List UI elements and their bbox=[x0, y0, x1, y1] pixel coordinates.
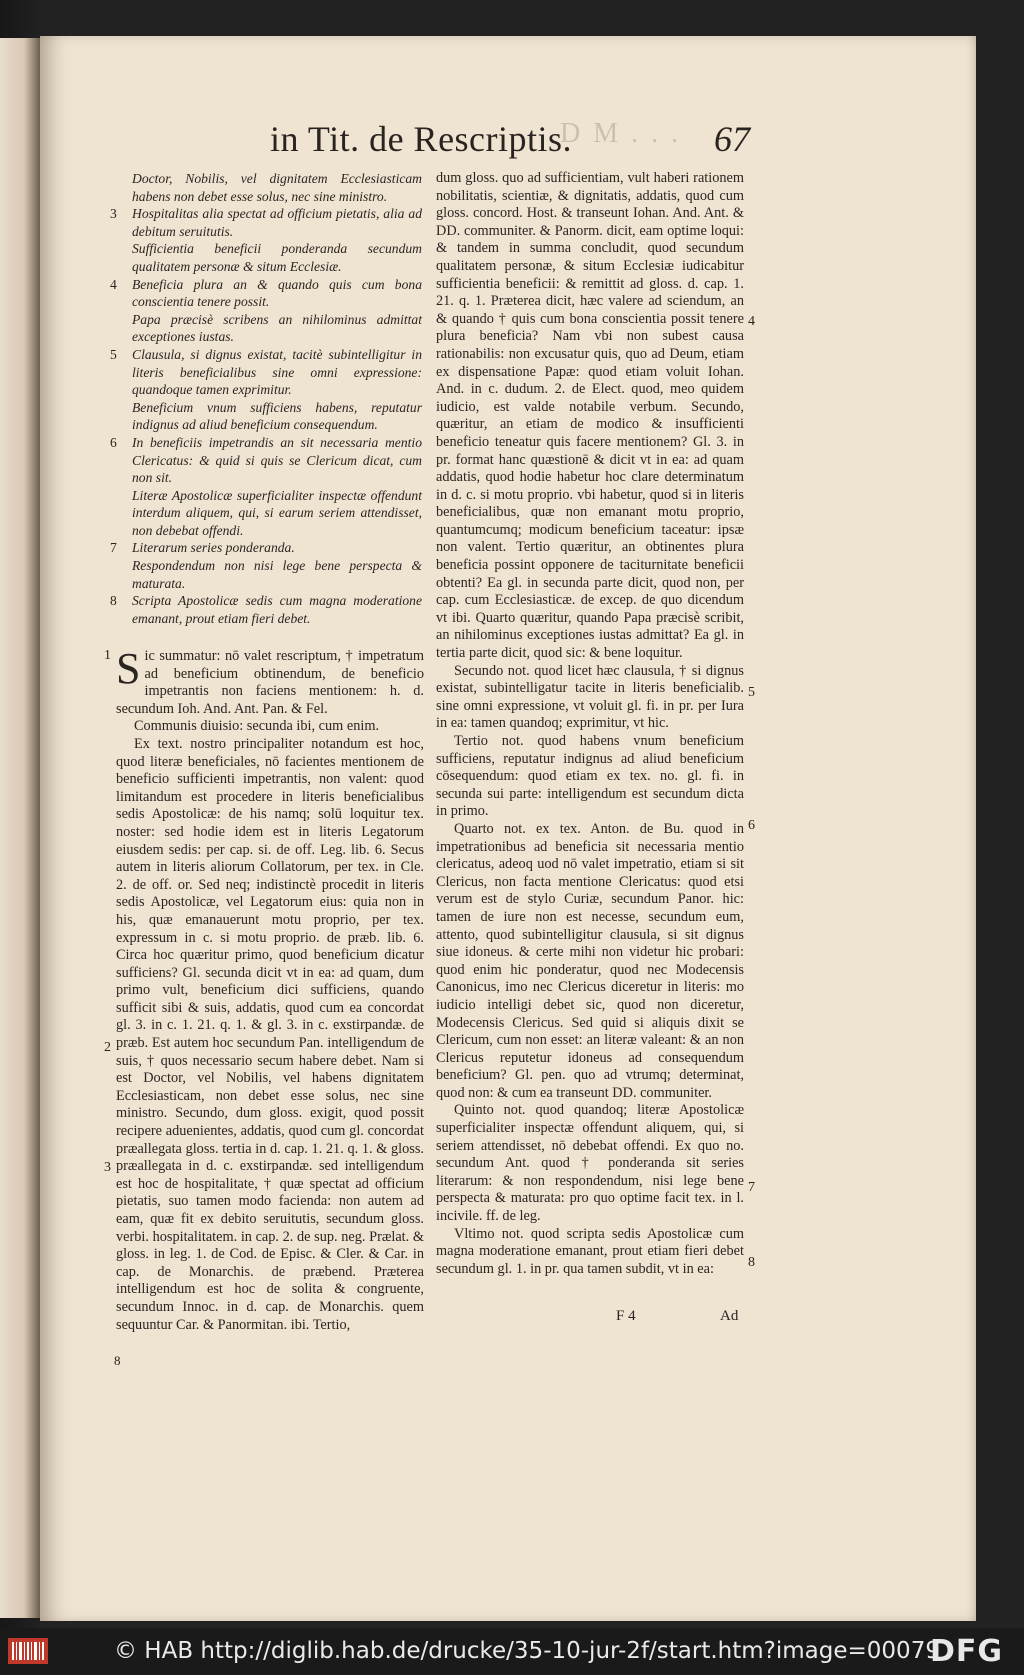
facing-page-edge bbox=[0, 38, 40, 1618]
body-paragraph: dum gloss. quo ad sufficientiam, vult haberi rationem nobilitatis, scientiæ, & dignitatis, addatis, quod cum gloss. concord. Host. & transeunt Iohan. And. Ant. & DD. communiter. & Panorm. dicit, eam optime loqui: & tandem in summa concludit, quod secundum qualitatem personæ, & situm Ecclesiæ iudicabitur sufficientia beneficii: & remittit ad gloss. d. cap. 1. 21. q. 1. Præterea dicit, hæc valere ad sciendum, an & quando † quis cum bona conscientia possit tenere plura beneficia? Nam vbi non subest causa rationabilis: non excusatur quis, quo ad Deum, etiam ex dispensatione Papæ: quod etiam voluit Iohan. And. in c. dudum. 2. de Elect. quod, meo quidem iudicio, est valde notabile verbum. Secundo, quæritur, an etiam de modico & insufficienti beneficio teneatur quis facere mentionem? Gl. 3. in pr. format hanc quæstionē & dicit vt in ea: ad quam addatis, quod hodie habetur hoc clare determinatum in d. c. si motu proprio. vbi habetur, quod si in literis beneficialibus, quæ non emanant motu proprio, quantumcumq; modicum beneficium taceatur: ipsæ non valent. Tertio quæritur, an obtinentes plura beneficia possint opponere de taciturnitate beneficii obtenti? Ea gl. in secunda parte dicit, quod non, per cap. cum Ecclesiasticæ. de excep. de quo dicendum vt ibi. Quarto quæritur, quando Papa præcisè scribit, an nihilominus exceptiones iustas admittat? Ea gl. in tertia parte dicit, quod sic: & bene loquitur. bbox=[436, 170, 744, 662]
summary-item bbox=[132, 399, 422, 434]
body-paragraph: Secundo not. quod licet hæc clausula, † si dignus existat, subintelligatur tacite in literis beneficialib. sine omni expressione, vt voluit gl. fi. in pr. per Iura in ea: tamen quandoq; exprimitur, vt hic. bbox=[436, 662, 744, 732]
body-paragraph: Quarto not. ex tex. Anton. de Bu. quod in impetrationibus ad beneficia sit necessaria mentio clericatus, adeoq uod nō valet impetratio, etiam si sit Clericus, non facta mentione Clericatus: quod etsi verum est de stylo Curiæ, secundum Panor. hic: tamen de iure non est necesse, secundum eum, attento, quod subintelligitur clausula, si sit dignus siue idoneus. & certe mihi non videtur hic probari: quod enim hic ponderatur, quod nec Modecensis Canonicus, imo nec Clericus diceretur in literis: mo iudicio intelligi debet sic, quod non diceretur, Modecensis Clericus. Sed quid si aliquis dixit se Clericum, cum non esset: an literæ valeant: & an non Clericus reputetur idoneus ad consequendum beneficium? Gl. pen. quo ad vtrumq; determinat, quod non: & cum ea transeunt DD. communiter. bbox=[436, 820, 744, 1101]
body-paragraph: Ex text. nostro principaliter notandum est hoc, quod literæ beneficiales, nō facientes mentionem de beneficio sufficienti impetrantis, non valent: quod limitandum est procedere in literis beneficialibus sedis Apostolicæ: de his namq; solū loquitur tex. noster: sed hodie idem est in literis Legatorum eiusdem sedis: per cap. si. de off. Leg. lib. 6. Secus autem in literis aliorum Collatorum, per tex. in Cle. 2. de off. or. Sed neq; indistinctè procedit in literis sedis Apostolicæ, vel Legatorum eius: quia non in his, quæ emanauerunt motu proprio, per tex. expressum in c. si motu proprio. de præb. lib. 6. Circa hoc quæritur primo, quod beneficium dicatur sufficiens? Gl. secunda dicit vt in ea: ad quam, dum primo vult, beneficium dici sufficiens, quando sufficit sibi & suis, addatis, quod cum ea concordat gl. 3. in c. 1. 21. q. 1. & gl. 3. in c. exstirpandæ. de præb. Est autem hoc secundum Pan. intelligendum de suis, † quos necessario secum habere debet. Nam si est Doctor, vel Nobilis, vel habens dignitatem Ecclesiasticam, non debet esse solus, nec sine ministro. Secundo, dum gloss. exigit, quod possit recipere aduenientes, addatis, quod cum gl. concordat præallegata gloss. tertia in d. cap. 1. 21. q. 1. & gloss. præallegata in d. c. exstirpandæ. sed intelligendum est hoc de hospitalitate, † quæ spectat ad officium pietatis, suo tamen modo facienda: non autem ad eam, quæ fit ex debito seruitutis, secundum gloss. verbi. hospitalitatem. in cap. 2. de sup. neg. Prælat. & gloss. in leg. 1. de Cod. de Episc. & Cler. & Car. in cap. de Monarchis. de præbend. Præterea intelligendum est hoc de solita & congruente, secundum Innoc. in d. cap. de Monarchis. quem sequuntur Car. & Panormitan. ibi. Tertio, bbox=[116, 735, 424, 1333]
running-title: in Tit. de Rescriptis. bbox=[270, 119, 573, 159]
summary-item bbox=[132, 487, 422, 540]
margin-number: 8 bbox=[114, 1353, 121, 1368]
summary-item bbox=[110, 205, 422, 240]
summary-text: Clausula, si dignus existat, tacitè subintelligitur in literis beneficialibus sine omni expressione: quandoque tamen exprimitur. bbox=[132, 346, 422, 398]
summary-number: 7 bbox=[110, 540, 117, 556]
dfg-logo: DFG bbox=[930, 1634, 1004, 1669]
summary-text: In beneficiis impetrandis an sit necessaria mentio Clericatus: & quid si quis se Clericum dicat, cum non sit. bbox=[132, 434, 422, 486]
right-body-column bbox=[436, 170, 744, 1278]
summary-item bbox=[132, 557, 422, 592]
margin-number: 2 bbox=[104, 1040, 111, 1055]
source-link[interactable]: © HAB http://diglib.hab.de/drucke/35-10-jur-2f/start.htm?image=00079 bbox=[114, 1638, 940, 1664]
summary-list bbox=[110, 170, 422, 627]
summary-number: 5 bbox=[110, 346, 117, 362]
opening-paragraph: Sic summatur: nō valet rescriptum, † impetratum ad beneficium obtinendum, de beneficio impetrantis non faciens mentionem: h. d. secundum Ioh. And. Ant. Pan. & Fel. bbox=[116, 644, 424, 717]
summary-item bbox=[110, 346, 422, 399]
barcode-icon bbox=[8, 1638, 48, 1664]
margin-number: 1 bbox=[104, 648, 111, 663]
body-paragraph: Vltimo not. quod scripta sedis Apostolicæ cum magna moderatione emanant, prout etiam fieri debet secundum gl. 1. in pr. qua tamen subdit, vt in ea: bbox=[436, 1225, 744, 1277]
summary-number: 4 bbox=[110, 276, 117, 292]
drop-cap: S bbox=[116, 644, 141, 693]
margin-number: 4 bbox=[748, 314, 755, 329]
summary-number: 8 bbox=[110, 593, 117, 609]
summary-item bbox=[132, 311, 422, 346]
summary-item bbox=[110, 592, 422, 627]
summary-text: Hospitalitas alia spectat ad officium pietatis, alia ad debitum seruitutis. bbox=[132, 206, 422, 239]
summary-number: 6 bbox=[110, 434, 117, 450]
margin-number: 6 bbox=[748, 818, 755, 833]
summary-item bbox=[110, 434, 422, 487]
summary-text: Papa præcisè scribens an nihilominus admittat exceptiones iustas. bbox=[132, 311, 422, 345]
summary-text: Literarum series ponderanda. bbox=[132, 540, 295, 556]
summary-item bbox=[132, 240, 422, 275]
summary-number: 3 bbox=[110, 206, 117, 222]
margin-number: 3 bbox=[104, 1160, 111, 1175]
summary-text: Doctor, Nobilis, vel dignitatem Ecclesiasticam habens non debet esse solus, nec sine ministro. bbox=[132, 171, 422, 204]
summary-item bbox=[110, 539, 422, 557]
summary-text: Scripta Apostolicæ sedis cum magna moderatione emanant, prout etiam fieri debet. bbox=[132, 593, 422, 626]
margin-number: 8 bbox=[748, 1255, 755, 1270]
bleed-through-text: D M . . . bbox=[560, 118, 682, 149]
running-header bbox=[270, 118, 770, 168]
margin-number: 7 bbox=[748, 1180, 755, 1195]
signature-mark: F 4 bbox=[616, 1308, 636, 1324]
summary-text: Sufficientia beneficii ponderanda secundum qualitatem personæ & situm Ecclesiæ. bbox=[132, 241, 422, 274]
body-paragraph: Tertio not. quod habens vnum beneficium sufficiens, reputatur indignus ad aliud beneficium cōsequendum: quod etiam ex tex. no. gl. fi. in secunda sui parte: intelligendum est secundum dicta in primo. bbox=[436, 733, 744, 820]
body-paragraph: Communis diuisio: secunda ibi, cum enim. bbox=[134, 718, 380, 735]
folio-number: 67 bbox=[714, 119, 750, 159]
summary-item bbox=[132, 170, 422, 205]
summary-text: Beneficia plura an & quando quis cum bona conscientia tenere possit. bbox=[132, 276, 422, 310]
catchword: Ad bbox=[720, 1308, 739, 1324]
summary-text: Beneficium vnum sufficiens habens, reputatur indignus ad aliud beneficium consequendum. bbox=[132, 399, 422, 433]
summary-text: Literæ Apostolicæ superficialiter inspectæ offendunt interdum aliquem, qui, si earum seriem attendisset, non debebat offendi. bbox=[132, 487, 422, 538]
viewer-footer bbox=[0, 1628, 1024, 1675]
summary-text: Respondendum non nisi lege bene perspecta & maturata. bbox=[132, 558, 422, 591]
summary-item bbox=[110, 276, 422, 311]
margin-number: 5 bbox=[748, 685, 755, 700]
body-paragraph: Quinto not. quod quandoq; literæ Apostolicæ superficialiter inspectæ offendunt aliquem, qui, si seriem attendisset, nō debebat offendi. Ex quo no. secundum Ant. quod † ponderanda sit series literarum: & non respondendum, nisi lege bene perspecta & maturata: pro quo optime facit tex. in l. incivile. ff. de leg. bbox=[436, 1102, 744, 1225]
left-body-column bbox=[116, 644, 424, 1334]
